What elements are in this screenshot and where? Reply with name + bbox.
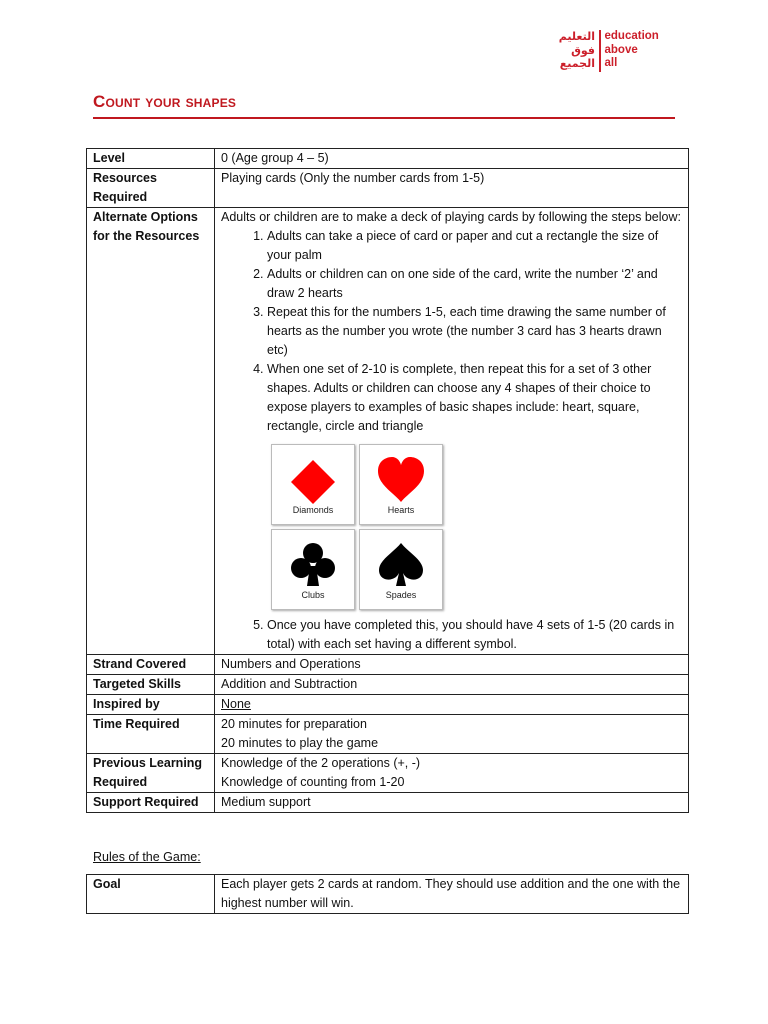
inspired-link[interactable]: None: [221, 697, 251, 711]
row-value: 0 (Age group 4 – 5): [215, 149, 689, 169]
table-row: [87, 169, 689, 208]
card-clubs: [271, 529, 355, 610]
row-value: Each player gets 2 cards at random. They should use addition and the one with the highest number will win.: [215, 875, 689, 914]
table-row: [87, 695, 689, 715]
row-value: Medium support: [215, 793, 689, 813]
card-caption: Diamonds: [292, 505, 334, 515]
row-value: [215, 695, 689, 715]
table-row: [87, 655, 689, 675]
rules-table: [86, 874, 689, 914]
row-label: Resources Required: [87, 169, 215, 208]
table-row: [87, 715, 689, 754]
logo-arabic: [557, 30, 595, 71]
table-row: [87, 793, 689, 813]
steps-list: [221, 227, 682, 436]
row-value: [215, 715, 689, 754]
value-line: Knowledge of counting from 1-20: [221, 775, 405, 789]
row-label: Time Required: [87, 715, 215, 754]
card-diamonds: [271, 444, 355, 525]
list-item: 3. Repeat this for the numbers 1-5, each time drawing the same number of hearts as the number you wrote (the number 3 card has 3 hearts drawn etc): [267, 303, 682, 360]
row-label: Inspired by: [87, 695, 215, 715]
value-line: 20 minutes to play the game: [221, 736, 379, 750]
row-value: [215, 754, 689, 793]
logo-english-line: education: [604, 30, 659, 42]
logo-english: [605, 30, 659, 71]
card-suits-image: [271, 444, 682, 610]
row-value: Addition and Subtraction: [215, 675, 689, 695]
activity-table: [86, 148, 689, 813]
list-item: 5. Once you have completed this, you should have 4 sets of 1-5 (20 cards in total) with each set having a different symbol.: [267, 616, 682, 654]
row-label: Alternate Options for the Resources: [87, 208, 215, 655]
club-icon: [288, 540, 338, 590]
table-row: [87, 149, 689, 169]
card-hearts: [359, 444, 443, 525]
spade-icon: [376, 540, 426, 590]
row-label: Strand Covered: [87, 655, 215, 675]
card-caption: Spades: [385, 590, 417, 600]
list-item: 2. Adults or children can on one side of the card, write the number ‘2’ and draw 2 hearts: [267, 265, 682, 303]
logo: [557, 30, 659, 72]
card-caption: Clubs: [301, 590, 325, 600]
logo-english-line: above: [604, 43, 638, 56]
table-row: [87, 675, 689, 695]
row-label: Support Required: [87, 793, 215, 813]
logo-arabic-line: الجميع: [559, 57, 595, 70]
list-item: 1. Adults can take a piece of card or paper and cut a rectangle the size of your palm: [267, 227, 682, 265]
alternate-intro: Adults or children are to make a deck of playing cards by following the steps below:: [221, 210, 681, 224]
row-label: Goal: [87, 875, 215, 914]
rules-heading: Rules of the Game:: [93, 850, 201, 864]
steps-list-continued: [221, 616, 682, 654]
logo-arabic-line: التعليم: [558, 30, 595, 43]
row-label: Level: [87, 149, 215, 169]
logo-arabic-line: فوق: [571, 43, 595, 57]
card-spades: [359, 529, 443, 610]
heart-icon: [376, 455, 426, 505]
logo-english-line: all: [604, 57, 618, 69]
row-value: Playing cards (Only the number cards from 1-5): [215, 169, 689, 208]
value-line: Knowledge of the 2 operations (+, -): [221, 756, 421, 770]
row-value: [215, 208, 689, 655]
table-row: [87, 875, 689, 914]
row-label: Previous Learning Required: [87, 754, 215, 793]
table-row: [87, 208, 689, 655]
value-line: 20 minutes for preparation: [221, 717, 367, 731]
logo-divider: [599, 30, 601, 72]
row-label: Targeted Skills: [87, 675, 215, 695]
diamond-icon: [288, 455, 338, 505]
list-item: 4. When one set of 2-10 is complete, then repeat this for a set of 3 other shapes. Adults or children can choose any 4 shapes of their choice to expose players to examples of basic shapes include: heart, square, rectangle, circle and triangle: [267, 360, 682, 436]
card-caption: Hearts: [387, 505, 415, 515]
row-value: Numbers and Operations: [215, 655, 689, 675]
page-title: Count your shapes: [93, 92, 237, 111]
title-divider: [93, 117, 675, 119]
table-row: [87, 754, 689, 793]
